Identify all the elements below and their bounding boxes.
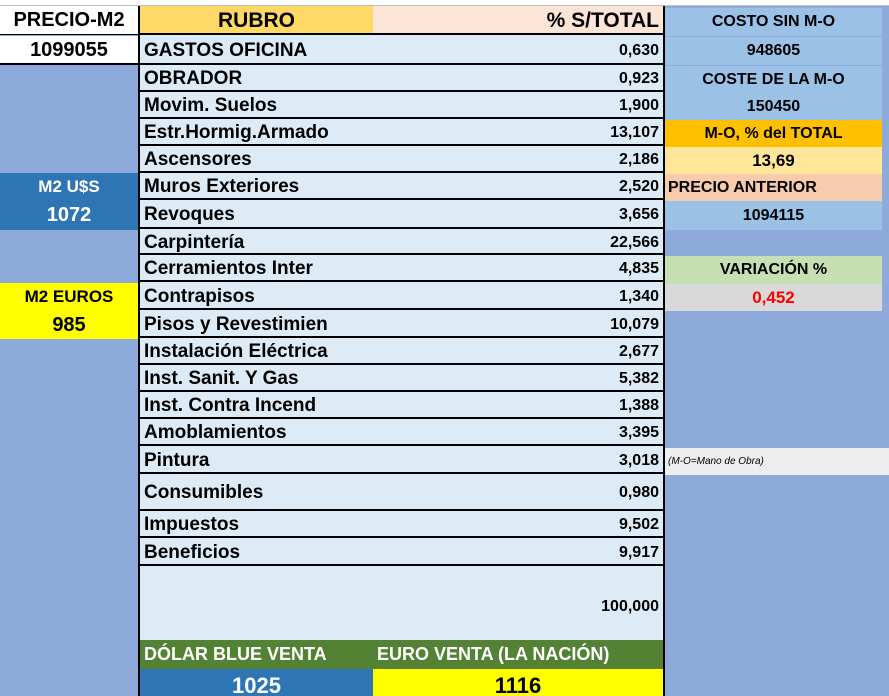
variacion-value[interactable]: 0,452 [665,284,882,311]
euro-venta-value[interactable]: 1116 [373,669,663,696]
m2-usd-value[interactable]: 1072 [0,201,138,230]
rubro-cell[interactable]: Estr.Hormig.Armado [144,122,329,143]
pct-cell[interactable]: 9,917 [618,544,659,561]
rubro-cell[interactable]: Inst. Sanit. Y Gas [144,368,299,389]
costo-sin-mo-value[interactable]: 948605 [665,37,882,65]
coste-mo-value[interactable]: 150450 [665,93,882,120]
rubro-cell[interactable]: Pisos y Revestimien [144,314,328,335]
costo-sin-mo-label[interactable]: COSTO SIN M-O [665,8,882,36]
pct-cell[interactable]: 9,502 [618,516,659,533]
pct-header[interactable]: % S/TOTAL [373,6,663,35]
pct-cell[interactable]: 2,677 [618,343,659,360]
rubro-cell[interactable]: OBRADOR [144,68,243,89]
rubro-cell[interactable]: Inst. Contra Incend [144,395,317,416]
left-panel-background [0,6,140,696]
mano-de-obra-note[interactable]: (M-O=Mano de Obra) [665,448,889,475]
rubro-cell[interactable]: Beneficios [144,542,241,563]
pct-cell[interactable]: 1,388 [618,397,659,414]
pct-cell[interactable]: 0,923 [618,70,659,87]
variacion-label[interactable]: VARIACIÓN % [665,256,882,284]
rubro-cell[interactable]: Cerramientos Inter [144,258,313,279]
coste-mo-label[interactable]: COSTE DE LA M-O [665,66,882,93]
rubro-cell[interactable]: Revoques [144,204,235,225]
rubro-cell[interactable]: Muros Exteriores [144,176,300,197]
rubro-cell[interactable]: Impuestos [144,514,240,535]
pct-cell[interactable]: 0,630 [618,42,659,59]
m2-usd-label[interactable]: M2 U$S [0,173,138,201]
mo-pct-total-value[interactable]: 13,69 [665,147,882,174]
pct-cell[interactable]: 3,656 [618,206,659,223]
rubro-cell[interactable]: Contrapisos [144,286,255,307]
m2-euros-value[interactable]: 985 [0,311,138,339]
precio-anterior-value[interactable]: 1094115 [665,201,882,230]
rubro-cell[interactable]: Ascensores [144,149,252,170]
pct-cell[interactable]: 4,835 [618,260,659,277]
pct-cell[interactable]: 1,900 [618,97,659,114]
dolar-blue-value[interactable]: 1025 [140,669,373,696]
rubro-cell[interactable]: Amoblamientos [144,422,287,443]
rubro-cell[interactable]: Movim. Suelos [144,95,278,116]
rubro-cell[interactable]: GASTOS OFICINA [144,40,308,61]
pct-cell[interactable]: 1,340 [618,288,659,305]
pct-cell[interactable]: 0,980 [618,484,659,501]
rubro-cell[interactable]: Consumibles [144,482,264,503]
pct-cell[interactable]: 10,079 [610,316,659,333]
mo-pct-total-label[interactable]: M-O, % del TOTAL [665,120,882,147]
precio-m2-label[interactable]: PRECIO-M2 [0,6,140,35]
pct-cell[interactable]: 2,520 [618,178,659,195]
pct-cell[interactable]: 5,382 [618,370,659,387]
precio-anterior-label[interactable]: PRECIO ANTERIOR [665,174,882,201]
m2-euros-label[interactable]: M2 EUROS [0,283,138,311]
pct-cell[interactable]: 3,395 [618,424,659,441]
rubro-cell[interactable]: Instalación Eléctrica [144,341,328,362]
pct-cell[interactable]: 3,018 [618,452,659,469]
precio-m2-value[interactable]: 1099055 [0,36,140,65]
pct-cell[interactable]: 22,566 [610,234,659,251]
rubro-cell[interactable]: Pintura [144,450,210,471]
total-value[interactable]: 100,000 [601,598,659,615]
rubro-cell[interactable]: Carpintería [144,232,245,253]
euro-venta-label[interactable]: EURO VENTA (LA NACIÓN) [373,640,663,669]
rubro-header[interactable]: RUBRO [140,6,373,35]
dolar-blue-label[interactable]: DÓLAR BLUE VENTA [140,640,373,669]
pct-cell[interactable]: 2,186 [618,151,659,168]
pct-cell[interactable]: 13,107 [610,124,659,141]
